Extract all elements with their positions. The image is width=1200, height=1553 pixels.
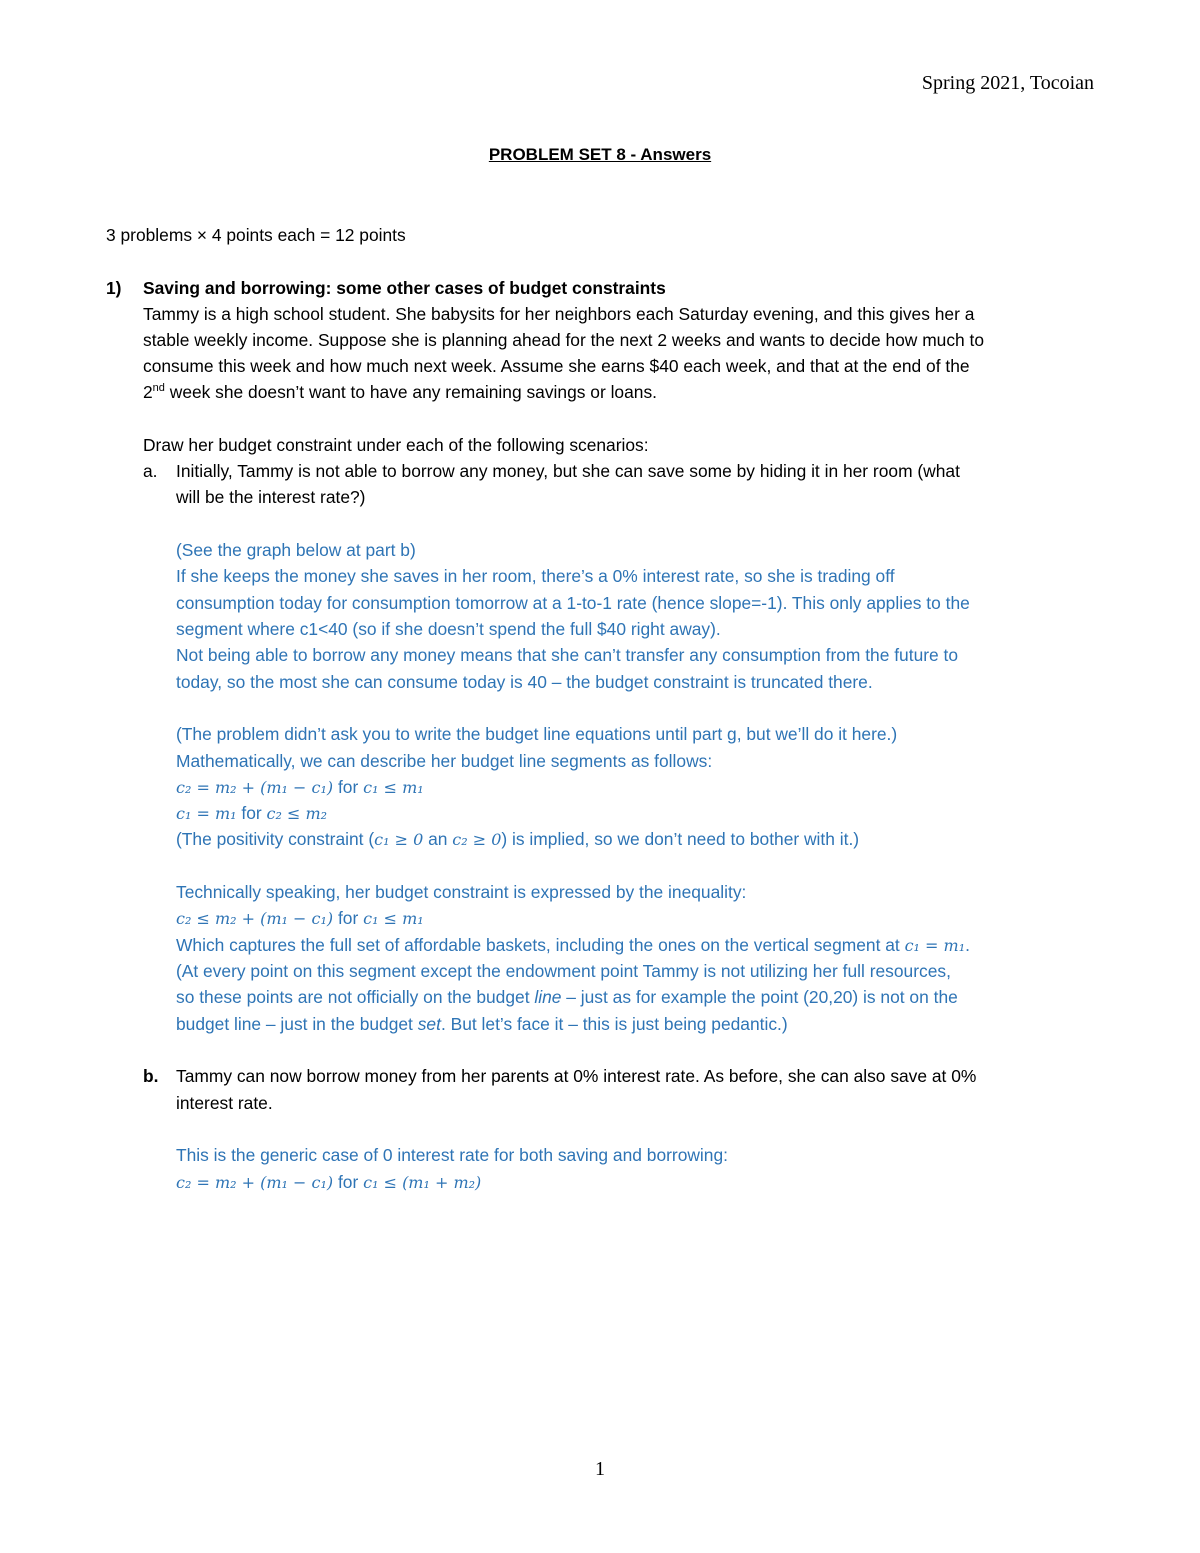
- equation-condition: c₁ ≤ (m₁ + m₂): [363, 1173, 482, 1192]
- part-a-question: Initially, Tammy is not able to borrow any money, but she can save some by hiding it in her room (what: [176, 461, 960, 481]
- part-a-answer: Not being able to borrow any money means that she can’t transfer any consumption from the future to: [176, 645, 959, 665]
- equation-math: c₂ ≥ 0: [452, 830, 502, 849]
- part-b-equation: [176, 1169, 481, 1196]
- equation-condition: c₁ ≤ m₁: [363, 909, 424, 928]
- intro-line-last: [143, 379, 657, 405]
- equation-math: c₂ ≤ m₂ + (m₁ − c₁): [176, 909, 334, 928]
- scoring-line: 3 problems × 4 points each = 12 points: [106, 225, 406, 245]
- text: Which captures the full set of affordable baskets, including the ones on the vertical segment at: [176, 935, 905, 955]
- equation-math: c₂ = m₂ + (m₁ − c₁): [176, 778, 334, 797]
- text: (The positivity constraint (: [176, 829, 375, 849]
- part-a-question: will be the interest rate?): [176, 487, 366, 507]
- text: – just as for example the point (20,20) is not on the: [561, 987, 958, 1007]
- header-course-info: Spring 2021, Tocoian: [921, 72, 1094, 94]
- equation-condition: c₁ ≤ m₁: [363, 778, 424, 797]
- equation-math: c₁ ≥ 0: [374, 830, 424, 849]
- part-a-answer: Mathematically, we can describe her budget line segments as follows:: [176, 751, 713, 771]
- part-b-question: interest rate.: [176, 1093, 273, 1113]
- intro-ordinal-suffix: nd: [152, 382, 165, 395]
- part-b-label: b.: [143, 1066, 159, 1086]
- intro-tail: week she doesn’t want to have any remaining savings or loans.: [164, 382, 657, 402]
- equation-math: c₁ = m₁: [176, 804, 237, 823]
- positivity-note: [176, 826, 859, 853]
- equation-for: for: [333, 1172, 364, 1192]
- note-line: [176, 984, 958, 1010]
- part-a-answer: (See the graph below at part b): [176, 540, 416, 560]
- text: .: [965, 935, 970, 955]
- intro-line: stable weekly income. Suppose she is planning ahead for the next 2 weeks and wants to decide how much to: [143, 330, 985, 350]
- part-b-question: Tammy can now borrow money from her parents at 0% interest rate. As before, she can also save at 0%: [176, 1066, 977, 1086]
- equation-math: c₁ = m₁: [904, 936, 966, 955]
- intro-line: consume this week and how much next week. Assume she earns $40 each week, and that at the end of the: [143, 356, 970, 376]
- equation-condition: c₂ ≤ m₂: [266, 804, 328, 823]
- equation-for: for: [333, 908, 364, 928]
- page-title: PROBLEM SET 8 - Answers: [488, 145, 712, 164]
- text: budget line – just in the budget: [176, 1014, 418, 1034]
- text: ) is implied, so we don’t need to bother with it.): [501, 829, 860, 849]
- part-a-answer: segment where c1<40 (so if she doesn’t spend the full $40 right away).: [176, 619, 721, 639]
- equation-budget-segment-2: [176, 800, 327, 827]
- part-a-answer: consumption today for consumption tomorrow at a 1-to-1 rate (hence slope=-1). This only applies to the: [176, 593, 970, 613]
- inequality-line: [176, 905, 424, 932]
- part-a-answer: today, so the most she can consume today is 40 – the budget constraint is truncated there.: [176, 672, 873, 692]
- note-line: (At every point on this segment except the endowment point Tammy is not utilizing her full resources,: [176, 961, 951, 981]
- part-a-answer: (The problem didn’t ask you to write the budget line equations until part g, but we’ll do it here.): [176, 724, 898, 744]
- draw-prompt: Draw her budget constraint under each of the following scenarios:: [143, 435, 649, 455]
- intro-line: Tammy is a high school student. She babysits for her neighbors each Saturday evening, and this gives her a: [143, 304, 975, 324]
- part-b-answer: This is the generic case of 0 interest rate for both saving and borrowing:: [176, 1145, 728, 1165]
- part-a-answer: If she keeps the money she saves in her room, there’s a 0% interest rate, so she is trading off: [176, 566, 895, 586]
- problem-number: 1): [106, 278, 122, 298]
- text: . But let’s face it – this is just being pedantic.): [440, 1014, 788, 1034]
- text: an: [423, 829, 453, 849]
- page-number: 1: [595, 1458, 605, 1480]
- intro-ordinal: 2: [143, 382, 153, 402]
- tech-line: Technically speaking, her budget constraint is expressed by the inequality:: [176, 882, 747, 902]
- equation-budget-segment-1: [176, 774, 424, 801]
- italic-text: line: [534, 987, 562, 1007]
- italic-text: set: [417, 1014, 441, 1034]
- equation-for: for: [236, 803, 267, 823]
- problem-heading: Saving and borrowing: some other cases of budget constraints: [143, 278, 666, 298]
- text: so these points are not officially on the budget: [176, 987, 535, 1007]
- note-line: [176, 1011, 788, 1037]
- part-a-label: a.: [143, 461, 158, 481]
- equation-math: c₂ = m₂ + (m₁ − c₁): [176, 1173, 334, 1192]
- equation-for: for: [333, 777, 364, 797]
- which-line: [176, 932, 970, 959]
